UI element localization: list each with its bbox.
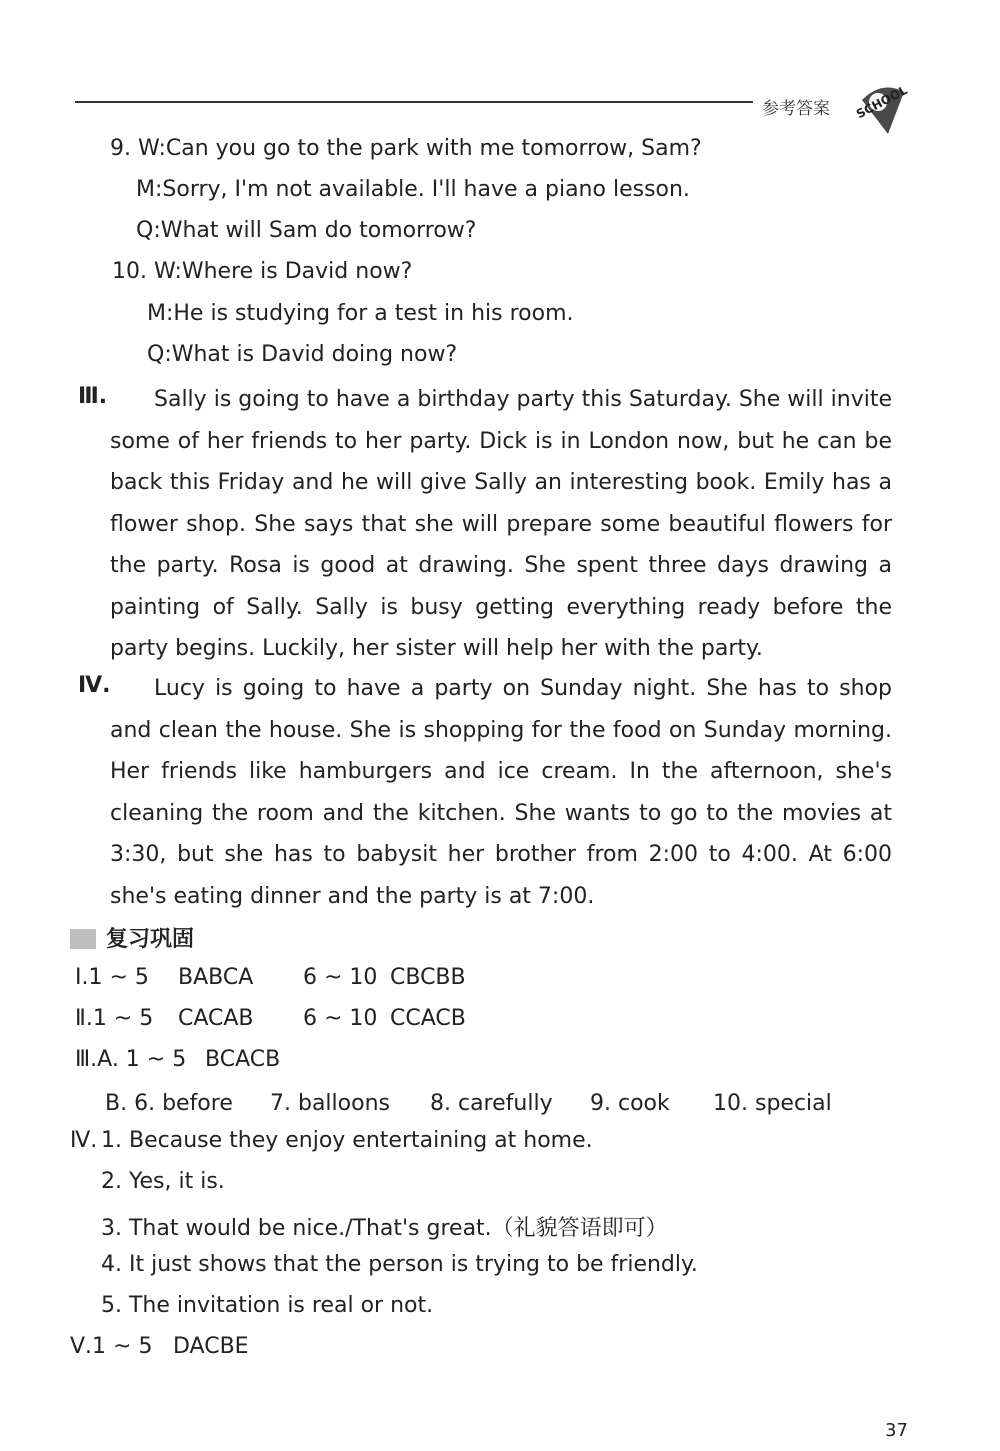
review-i-answers-a: BABCA — [178, 965, 254, 990]
dialogue-9-line-2: M:Sorry, I'm not available. I'll have a piano lesson. — [136, 177, 690, 202]
dialogue-9-line-3: Q:What will Sam do tomorrow? — [136, 218, 477, 243]
section-iii-text: Sally is going to have a birthday party this Saturday. She will invite some of her friends to her party. Dick is in London now, but he can be back this Friday and he will give Sally an interesting book. Emily has a flower shop. She says that she will prepare some beautiful flowers for the party. Rosa is good at drawing. She spent three days drawing a painting of Sally. Sally is busy getting everything ready before the party begins. Luckily, her sister will help her with the party. — [110, 387, 892, 661]
dialogue-10-line-1: 10. W:Where is David now? — [112, 259, 413, 284]
review-i-range-2: 6 ~ 10 — [303, 965, 378, 990]
section-iii-label: Ⅲ. — [78, 384, 108, 409]
review-iii-answers-a: BCACB — [205, 1047, 281, 1072]
dialogue-9-line-1: 9. W:Can you go to the park with me tomorrow, Sam? — [110, 136, 702, 161]
review-iii-b-item-8: 8. carefully — [430, 1091, 553, 1116]
review-ii-answers-b: CCACB — [390, 1006, 466, 1031]
review-iv-item-5: 5. The invitation is real or not. — [101, 1293, 434, 1318]
review-section-title — [70, 922, 194, 953]
review-ii-answers-a: CACAB — [178, 1006, 254, 1031]
review-i-answers-b: CBCBB — [390, 965, 466, 990]
section-iv-text: Lucy is going to have a party on Sunday night. She has to shop and clean the house. She is shopping for the food on Sunday morning. Her friends like hamburgers and ice cream. In the afternoon, she's cleaning the room and the kitchen. She wants to go to the movies at 3:30, but she has to babysit her brother from 2:00 to 4:00. At 6:00 she's eating dinner and the party is at 7:00. — [110, 676, 892, 909]
dialogue-10-line-3: Q:What is David doing now? — [147, 342, 458, 367]
review-v-answers: DACBE — [173, 1334, 249, 1359]
review-ii-range-2: 6 ~ 10 — [303, 1006, 378, 1031]
page-number: 37 — [885, 1420, 908, 1441]
review-iii-b-item-10: 10. special — [713, 1091, 832, 1116]
review-iii-label: Ⅲ.A. 1 ~ 5 — [75, 1047, 187, 1072]
review-ii-label: Ⅱ.1 ~ 5 — [75, 1006, 154, 1031]
school-logo-icon — [848, 78, 916, 138]
section-iv-paragraph — [110, 668, 892, 917]
review-iv-label: Ⅳ. — [70, 1128, 98, 1153]
review-iii-b-item-7: 7. balloons — [270, 1091, 390, 1116]
dialogue-10-line-2: M:He is studying for a test in his room. — [147, 301, 574, 326]
review-iv-item-4: 4. It just shows that the person is trying to be friendly. — [101, 1252, 698, 1277]
header-title: 参考答案 — [762, 99, 830, 119]
review-iv-item-1: 1. Because they enjoy entertaining at home. — [101, 1128, 593, 1153]
section-marker-icon — [70, 929, 96, 949]
review-iv-item-2: 2. Yes, it is. — [101, 1169, 225, 1194]
review-iv-item-3: 3. That would be nice./That's great.（礼貌答语即可） — [101, 1216, 668, 1241]
review-iii-b-item-9: 9. cook — [590, 1091, 670, 1116]
review-title-text: 复习巩固 — [106, 927, 195, 952]
header-rule — [75, 101, 753, 103]
review-v-label: Ⅴ.1 ~ 5 — [70, 1334, 153, 1359]
review-i-label: Ⅰ.1 ~ 5 — [75, 965, 149, 990]
review-iii-b-item-6: B. 6. before — [105, 1091, 233, 1116]
svg-text:SCHOOL: SCHOOL — [853, 82, 910, 122]
section-iii-paragraph — [110, 379, 892, 670]
section-iv-label: Ⅳ. — [78, 673, 111, 698]
